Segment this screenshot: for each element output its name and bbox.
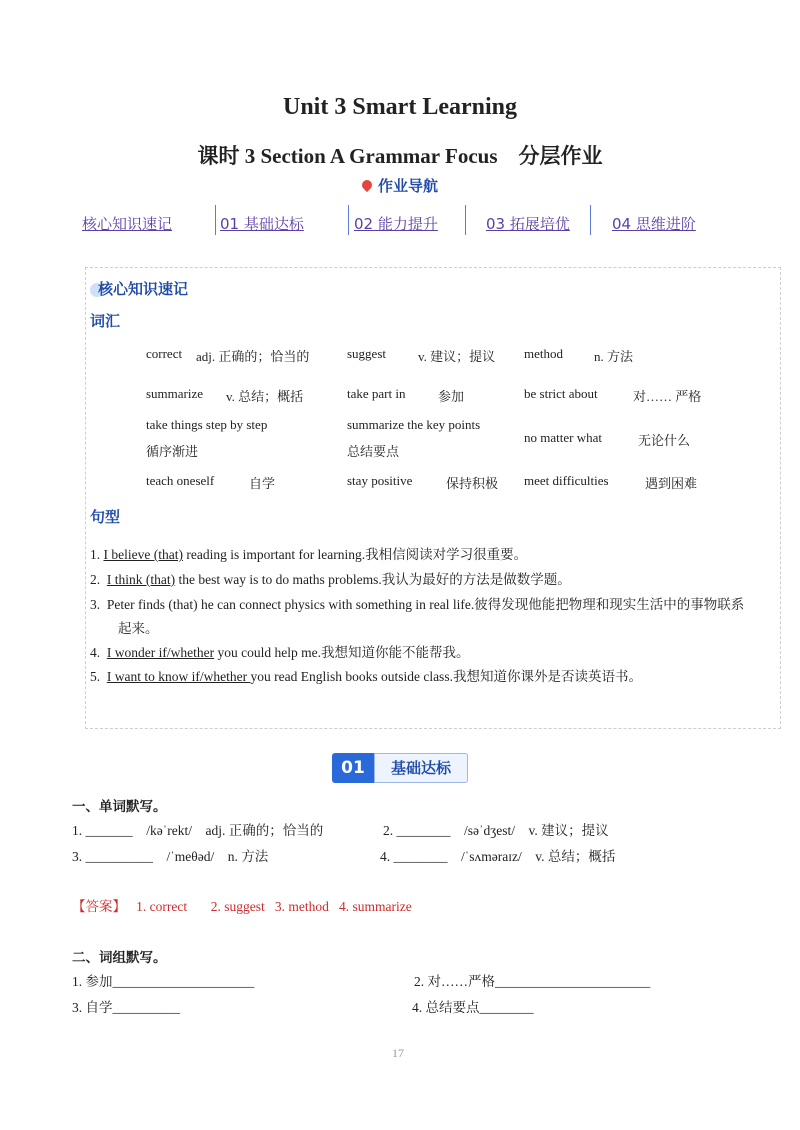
vocab-meaning: 对…… 严格 xyxy=(633,389,702,404)
nav-divider xyxy=(465,205,466,235)
badge-number: 01 xyxy=(332,753,374,783)
nav-title: 作业导航 xyxy=(377,177,438,195)
section-badge xyxy=(332,753,468,783)
nav-divider xyxy=(590,205,591,235)
vocab-term: take things step by step xyxy=(146,417,268,432)
vocab-meaning: 自学 xyxy=(249,476,276,491)
exercise-item: 3. __________ /ˈmeθəd/ n. 方法 xyxy=(72,849,269,864)
exercise-item: 1. _______ /kəˈrekt/ adj. 正确的；恰当的 xyxy=(72,823,324,838)
nav-link-core[interactable]: 核心知识速记 xyxy=(82,215,173,233)
exercise-item: 4. ________ /ˈsʌməraɪz/ v. 总结；概括 xyxy=(380,849,616,864)
part1-heading: 一、单词默写。 xyxy=(72,799,167,815)
vocab-term: suggest xyxy=(347,346,386,361)
vocab-term: teach oneself xyxy=(146,473,215,488)
vocab-meaning: 保持积极 xyxy=(446,476,499,491)
nav-link-01[interactable]: 01 基础达标 xyxy=(220,215,304,233)
vocab-term: be strict about xyxy=(524,386,598,401)
core-heading: 核心知识速记 xyxy=(90,278,188,299)
nav-header xyxy=(0,175,800,196)
vocab-meaning: 参加 xyxy=(438,389,465,404)
vocab-heading: 词汇 xyxy=(90,312,121,330)
exercise-item: 3. 自学__________ xyxy=(72,1000,180,1015)
vocab-term: meet difficulties xyxy=(524,473,609,488)
exercise-item: 1. 参加_____________________ xyxy=(72,974,255,989)
sentence-item: 2. I think (that) the best way is to do maths problems.我认为最好的方法是做数学题。 xyxy=(90,572,571,587)
nav-link-02[interactable]: 02 能力提升 xyxy=(354,215,438,233)
sentence-item: 5. I want to know if/whether you read English books outside class.我想知道你课外是否读英语书。 xyxy=(90,669,642,684)
vocab-meaning: 总结要点 xyxy=(347,444,400,459)
vocab-meaning: v. 建议；提议 xyxy=(418,349,496,364)
vocab-term: summarize the key points xyxy=(347,417,481,432)
nav-divider xyxy=(348,205,349,235)
sentence-item: 1. I believe (that) reading is important for learning.我相信阅读对学习很重要。 xyxy=(90,547,528,562)
location-pin-icon xyxy=(360,178,374,192)
nav-link-03[interactable]: 03 拓展培优 xyxy=(486,215,570,233)
sentence-heading: 句型 xyxy=(90,508,121,526)
vocab-meaning: 无论什么 xyxy=(638,433,691,448)
sentence-item: 4. I wonder if/whether you could help me.我想知道你能不能帮我。 xyxy=(90,645,470,660)
exercise-item: 2. ________ /səˈdʒest/ v. 建议；提议 xyxy=(383,823,609,838)
vocab-term: correct xyxy=(146,346,183,361)
page-title: Unit 3 Smart Learning xyxy=(283,94,517,120)
vocab-term: method xyxy=(524,346,563,361)
nav-divider xyxy=(215,205,216,235)
part2-heading: 二、词组默写。 xyxy=(72,950,167,966)
nav-link-04[interactable]: 04 思维进阶 xyxy=(612,215,696,233)
vocab-meaning: n. 方法 xyxy=(594,349,634,364)
vocab-meaning: v. 总结；概括 xyxy=(226,389,304,404)
vocab-term: take part in xyxy=(347,386,406,401)
vocab-meaning: adj. 正确的；恰当的 xyxy=(196,349,310,364)
answer-line: 【答案】 1. correct 2. suggest 3. method 4. summarize xyxy=(72,899,412,914)
vocab-meaning: 遇到困难 xyxy=(645,476,698,491)
vocab-term: stay positive xyxy=(347,473,413,488)
sentence-item: 起来。 xyxy=(118,621,159,636)
badge-label: 基础达标 xyxy=(374,753,468,783)
sentence-item: 3. Peter finds (that) he can connect physics with something in real life.彼得发现他能把物理和现实生活中的事物联系 xyxy=(90,597,745,612)
vocab-term: no matter what xyxy=(524,430,602,445)
vocab-term: summarize xyxy=(146,386,204,401)
page-subtitle: 课时 3 Section A Grammar Focus 分层作业 xyxy=(197,144,603,168)
exercise-item: 2. 对……严格_______________________ xyxy=(414,974,651,989)
page-number: 17 xyxy=(392,1046,404,1060)
vocab-meaning: 循序渐进 xyxy=(146,444,199,459)
exercise-item: 4. 总结要点________ xyxy=(412,1000,534,1015)
